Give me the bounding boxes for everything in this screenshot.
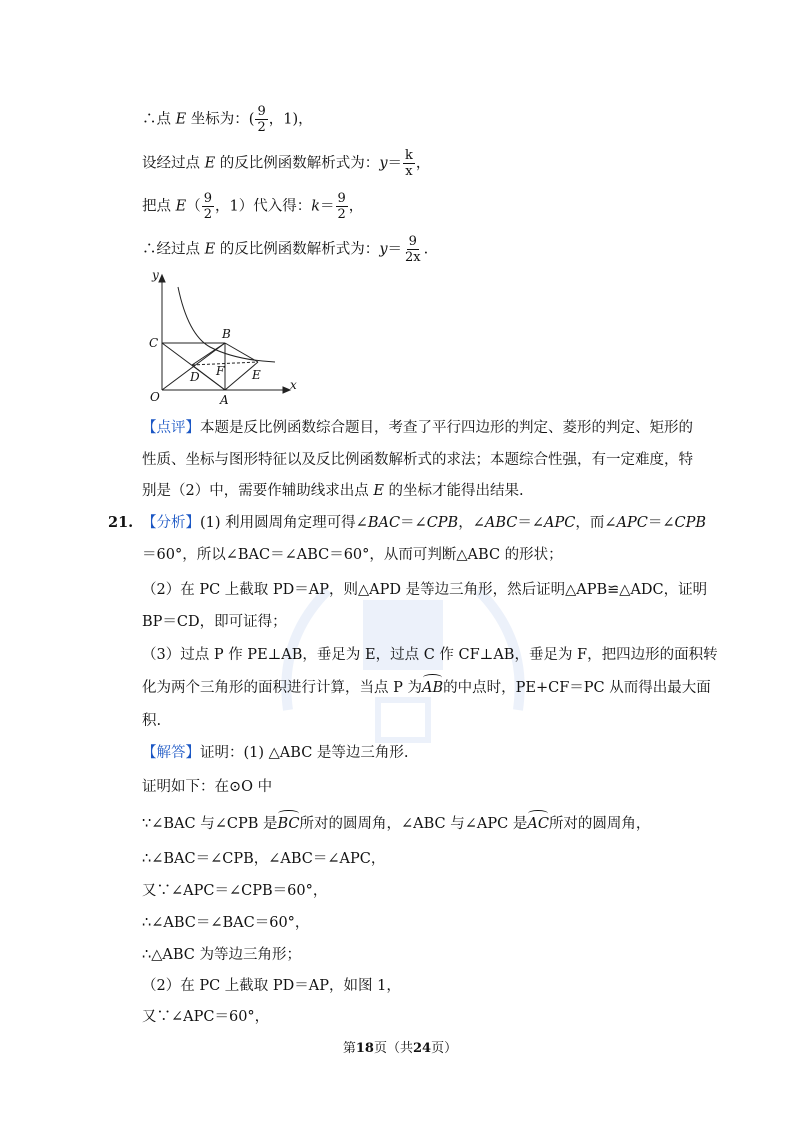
arc-ac: AC [527, 816, 549, 832]
fraction: $\frac{k}{x}$ [405, 148, 413, 179]
label-c: C [149, 336, 159, 350]
fraction: $\frac{9}{2}$ [257, 104, 266, 135]
analysis-line-4: BP＝CD，即可证得； [142, 614, 287, 630]
answer-line-9: 又∵∠APC＝60°， [142, 1009, 270, 1025]
page-footer: 第18页（共24页） [342, 1041, 458, 1056]
hyperbola-curve [178, 287, 275, 362]
answer-line-1: 【解答】证明：(1) △ABC 是等边三角形. [142, 745, 409, 761]
function-graph-figure [140, 265, 300, 410]
label-a: A [220, 393, 229, 407]
comment-line-2: 性质、坐标与图形特征以及反比例函数解析式的求法；本题综合性强，有一定难度，特 [142, 452, 693, 468]
arc-ab: AB [421, 680, 444, 696]
comment-tag: 【点评】 [142, 420, 200, 436]
line-set-function: 设经过点 E 的反比例函数解析式为：y＝ $\frac{k}{x}$ ， [142, 148, 431, 179]
answer-line-5: 又∵∠APC＝∠CPB＝60°， [142, 883, 328, 899]
answer-line-8: （2）在 PC 上截取 PD＝AP，如图 1， [142, 978, 401, 994]
fraction: $\frac{9}{2x}$ [405, 234, 421, 265]
analysis-line-2: ＝60°，所以∠BAC＝∠ABC＝60°，从而可判断△ABC 的形状； [142, 547, 563, 563]
line-point-e-coords: ∴点 E 坐标为：( $\frac{9}{2}$ ，1)， [142, 104, 313, 135]
comment-line-1: 【点评】本题是反比例函数综合题目，考查了平行四边形的判定、菱形的判定、矩形的 [142, 420, 693, 436]
answer-line-4: ∴∠BAC＝∠CPB，∠ABC＝∠APC， [142, 851, 386, 867]
analysis-tag: 【分析】 [142, 515, 200, 531]
question-number: 21. [108, 514, 134, 531]
arc-bc: BC [277, 816, 300, 832]
analysis-line-6: 化为两个三角形的面积进行计算，当点 P 为AB的中点时，PE+CF＝PC 从而得出最大面 [142, 680, 711, 696]
fraction: $\frac{9}{2}$ [337, 191, 346, 222]
answer-tag: 【解答】 [142, 745, 200, 761]
analysis-line-1: 【分析】(1) 利用圆周角定理可得∠BAC＝∠CPB，∠ABC＝∠APC，而∠APC＝∠CPB [142, 515, 707, 531]
analysis-line-7: 积. [142, 713, 162, 729]
analysis-line-3: （2）在 PC 上截取 PD＝AP，则△APD 是等边三角形，然后证明△APB≌△ADC，证明 [142, 582, 708, 598]
fraction: $\frac{9}{2}$ [203, 191, 212, 222]
answer-line-6: ∴∠ABC＝∠BAC＝60°， [142, 915, 310, 931]
label-d: D [190, 370, 200, 384]
analysis-line-5: （3）过点 P 作 PE⊥AB，垂足为 E，过点 C 作 CF⊥AB，垂足为 F，把四边形的面积转 [142, 647, 718, 663]
answer-line-3: ∵∠BAC 与∠CPB 是BC所对的圆周角，∠ABC 与∠APC 是AC所对的圆周角， [142, 816, 651, 832]
label-b: B [222, 327, 231, 341]
label-o: O [150, 390, 160, 404]
answer-line-2: 证明如下：在⊙O 中 [142, 779, 273, 795]
label-e: E [252, 368, 261, 382]
label-y: y [152, 268, 159, 282]
answer-line-7: ∴△ABC 为等边三角形； [142, 947, 301, 963]
line-result-function: ∴经过点 E 的反比例函数解析式为：y＝ $\frac{9}{2x}$ . [142, 234, 429, 265]
line-substitute: 把点 E（ $\frac{9}{2}$ ，1）代入得：k＝ $\frac{9}{2}$ ， [142, 191, 364, 222]
comment-line-3: 别是（2）中，需要作辅助线求出点 E 的坐标才能得出结果. [142, 483, 524, 499]
label-f: F [216, 364, 225, 378]
label-x: x [290, 378, 297, 392]
